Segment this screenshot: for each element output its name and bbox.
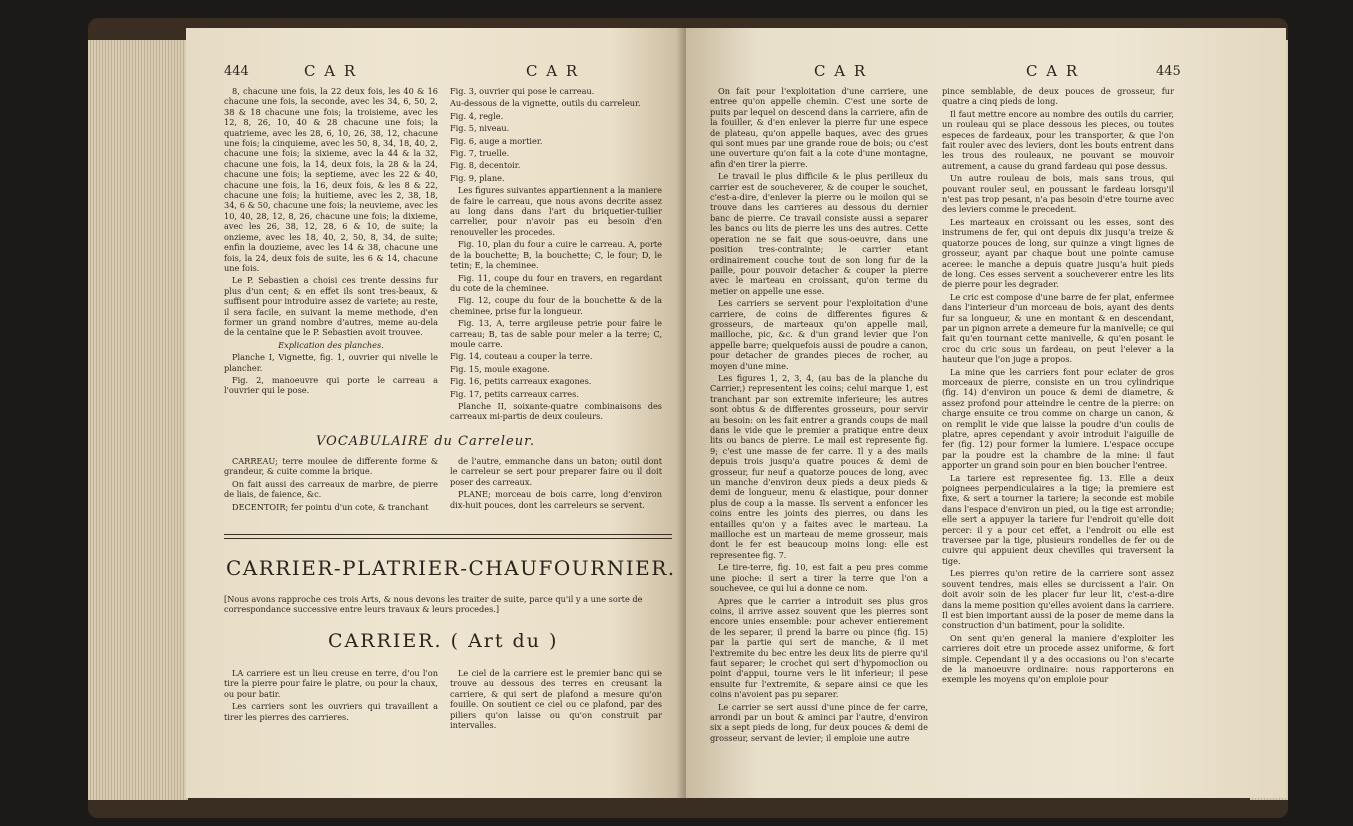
paragraph: Fig. 11, coupe du four en travers, en regardant du cote de la cheminee. [450, 272, 662, 293]
paragraph: Les carriers se servent pour l'exploitation d'une carriere, de coins de differentes figures & grosseurs, de marteaux qu'on appelle mail, mailloche, pic, &c. & d'un grand levier que l'on appelle barre; quelquefois aussi de poudre a canon, pour detacher de grandes pieces de rocher, au moyen d'une mine. [710, 298, 928, 371]
article-column-1 [224, 668, 438, 724]
vocabulary-title: VOCABULAIRE du Carreleur. [316, 434, 536, 449]
figure-caption: Fig. 15, moule exagone. [450, 363, 550, 374]
figure-caption: Fig. 7, truelle. [450, 148, 510, 159]
definition: On fait aussi des carreaux de marbre, de pierre de liais, de faience, &c. [224, 478, 438, 500]
paragraph: Les carriers sont les ouvriers qui travaillent a tirer les pierres des carrieres. [224, 701, 438, 722]
figure-caption: Au-dessous de la vignette, outils du carreleur. [450, 98, 641, 109]
paragraph: Les marteaux en croissant ou les esses, sont des instrumens de fer, qui ont depuis dix jusqu'a treize & quatorze pouces de long, sur quinze a vingt lignes de grosseur, ayant par chaque bout une pointe camuse aceree: le manche a depuis quatre jusqu'a huit pieds de long. Ces esses servent a soucheverer entre les lits de pierre pour les degrader. [942, 216, 1174, 290]
text-column-2 [450, 86, 662, 424]
subheading: Explication des planches. [278, 339, 384, 350]
paragraph: Le carrier se sert aussi d'une pince de fer carre, arrondi par un bout & aminci par l'autre, d'environ six a sept pieds de long, fur deux pouces & demi de grosseur, servant de levier; il emploie une autre [710, 701, 928, 743]
paragraph: Les figures suivantes appartiennent a la maniere de faire le carreau, que nous avons decrite assez au long dans dans l'art du briquetier-tuilier carrelier, pour n'avoir pas eu besoin d'en renouveller les procedes. [450, 185, 662, 237]
paragraph: La tariere est representee fig. 13. Elle a deux poignees perpendiculaires a la tige; la premiere est fixe, & sert a tourner la tariere; la seconde est mobile dans l'espace d'environ un pied, ou la tige est arrondie; elle sert a appuyer la tariere fur l'endroit qu'elle doit percer: il y a pour cet effet, a l'endroit ou elle est traversee par la tige, plusieurs rondelles de fer ou de cuivre qui appuient deux chevilles qui traversent la tige. [942, 472, 1174, 566]
definition: de l'autre, emmanche dans un baton; outil dont le carreleur se sert pour preparer faire ou il doit poser des carreaux. [450, 456, 662, 487]
figure-caption: Fig. 6, auge a mortier. [450, 135, 543, 146]
running-head: C A R [814, 62, 868, 80]
text-column-1 [224, 86, 438, 398]
right-page [686, 28, 1286, 798]
paragraph: Les pierres qu'on retire de la carriere sont assez souvent tendres, mais elles se durcissent a l'air. On doit avoir soin de les placer fur leur lit, c'est-a-dire dans la meme position qu'elles avoient dans la carriere. Il est bien important aussi de la poser de meme dans la construction d'un batiment, pour la solidite. [942, 568, 1174, 631]
paragraph: Le P. Sebastien a choisi ces trente dessins fur plus d'un cent; & en effet ils sont tres-beaux, & suffisent pour introduire assez de variete; au reste, il sera facile, en suivant la meme methode, d'en former un grand nombre d'autres, meme au-dela de la centaine que le P. Sebastien avoit trouvee. [224, 275, 438, 338]
paragraph: Le ciel de la carriere est le premier banc qui se trouve au dessous des terres en creusant la carriere, & qui sert de plafond a mesure qu'on fouille. On soutient ce ciel ou ce plafond, par des piliers qu'on laisse ou qu'on construit par intervalles. [450, 668, 662, 731]
left-page-edges [88, 40, 188, 800]
paragraph: Fig. 13, A, terre argileuse petrie pour faire le carreau; B, tas de sable pour meler a la terre; C, moule carre. [450, 318, 662, 349]
page-number: 444 [224, 64, 249, 79]
running-head: C A R [304, 62, 358, 80]
paragraph: On fait pour l'exploitation d'une carriere, une entree qu'on appelle chemin. C'est une sorte de puits par lequel on descend dans la carriere, afin de la fouiller, & d'en enlever la pierre fur une espece de plateau, qu'on appelle baques, avec des grues qui sont mues par une grande roue de bois; ou c'est une ouverture qu'on fait a la cote d'une montagne, afin d'en tirer la pierre. [710, 86, 928, 169]
paragraph: Le tire-terre, fig. 10, est fait a peu pres comme une pioche: il sert a tirer la terre que l'on a souchevee, ce qui lui a donne ce nom. [710, 562, 928, 594]
article-title: CARRIER. ( Art du ) [328, 630, 559, 652]
main-title: CARRIER-PLATRIER-CHAUFOURNIER. [226, 556, 676, 580]
paragraph: Les figures 1, 2, 3, 4, (au bas de la planche du Carrier,) representent les coins; celui marque 1, est tranchant par son extremite inferieure; les autres sont obtus & de differentes grosseurs, pour servir au besoin: on les fait entrer a grands coups de mail dans le vide que le premier a pratique entre deux lits ou bancs de pierre. Le mail est represente fig. 9; c'est une masse de fer carre. Il y a des mails depuis trois jusqu'a quatre pouces & demi de grosseur, fur neuf a quatorze pouces de long, avec un manche d'environ deux pieds a deux pieds & demi de longueur, menu & elastique, pour donner plus de coup a la masse. Ils servent a enfoncer les coins entre les joints des pierres, ou dans les entailles qu'on y a faites avec le marteau. La mailloche est un marteau de meme grosseur, mais dont le fer est beaucoup moins long: elle est representee fig. 7. [710, 372, 928, 560]
figure-caption: Fig. 5, niveau. [450, 123, 510, 134]
intro-note: [Nous avons rapproche ces trois Arts, & nous devons les traiter de suite, parce qu'il y a une sorte de correspondance successive entre leurs travaux & leurs procedes.] [224, 594, 643, 615]
vocabulary-column-1 [224, 456, 438, 514]
paragraph: 8, chacune une fois, la 22 deux fois, les 40 & 16 chacune une fois, la seconde, avec les 34, 6, 50, 2, 38 & 18 chacune une fois; la troisieme, avec les 12, 8, 26, 10, 40 & 28 chacune une fois; la quatrieme, avec les 28, 6, 10, 26, 38, 12, chacune une fois; la cinquieme, avec les 50, 8, 34, 18, 40, 2, chacune une fois; la sixieme, avec la 44 & la 32, chacune une fois, la 14, deux fois, la 28 & la 24, chacune une fois; la septieme, avec les 22 & 40, chacune une fois, la 16, deux fois, & les 8 & 22, chacune une fois; la huitieme, avec les 2, 38, 18, 34, 6 & 50, chacune une fois; la neuvieme, avec les 10, 40, 28, 12, 8, 26, chacune une fois; la dixieme, avec les 26, 38, 12, 28, 6 & 10, de suite; la onzieme, avec les 18, 40, 2, 50, 8, 34, de suite; enfin la douzieme, avec les 14 & 38, chacune une fois, la 24, deux fois de suite, les 6 & 14, chacune une fois. [224, 86, 438, 273]
definition: PLANE; morceau de bois carre, long d'environ dix-huit pouces, dont les carreleurs se servent. [450, 489, 662, 510]
running-head: C A R [1026, 62, 1080, 80]
figure-caption: Fig. 9, plane. [450, 172, 505, 183]
figure-caption: Fig. 14, couteau a couper la terre. [450, 351, 593, 362]
definition: CARREAU; terre moulee de differente forme & grandeur, & cuite comme la brique. [224, 456, 438, 477]
article-column-2 [450, 668, 662, 732]
paragraph: LA carriere est un lieu creuse en terre, d'ou l'on tire la pierre pour faire le platre, ou pour la chaux, ou pour batir. [224, 668, 438, 699]
text-column-2 [942, 86, 1174, 687]
text-column-1 [710, 86, 928, 745]
paragraph: Planche II, soixante-quatre combinaisons des carreaux mi-partis de deux couleurs. [450, 400, 662, 422]
definition: DECENTOIR; fer pointu d'un cote, & tranchant [232, 501, 429, 512]
figure-caption: Fig. 16, petits carreaux exagones. [450, 376, 592, 387]
paragraph: Le travail le plus difficile & le plus perilleux du carrier est de soucheverer, & de couper le souchet, c'est-a-dire, d'enlever la pierre ou le moilon qui se trouve dans les carrieres au dessous du dernier banc de pierre. Ce travail consiste aussi a separer les bancs ou lits de pierre les uns des autres. Cette operation ne se fait que sous-oeuvre, dans une position tres-contrainte; le carrier etant ordinairement couche tout de son long fur de la paille, pour pouvoir detacher & couper la pierre avec le marteau en croissant, qu'on terme du metier on appelle une esse. [710, 171, 928, 296]
figure-caption: Fig. 17, petits carreaux carres. [450, 388, 579, 399]
paragraph: Apres que le carrier a introduit ses plus gros coins, il arrive assez souvent que les pierres sont encore unies ensemble: pour achever entierement de les separer, il prend la barre ou pince (fig. 15) par la partie qui sert de manche, & il met l'extremite du bec entre les deux lits de pierre qu'il faut separer; le crochet qui sert d'hypomoclion ou point d'appui, tourne vers le lit inferieur; il pese ensuite fur l'extremite, & separe ainsi ce que les coins n'avoient pas pu separer. [710, 595, 928, 700]
paragraph: pince semblable, de deux pouces de grosseur, fur quatre a cinq pieds de long. [942, 86, 1174, 107]
paragraph: La mine que les carriers font pour eclater de gros morceaux de pierre, consiste en un trou cylindrique (fig. 14) d'environ un pouce & demi de diametre, & assez profond pour atteindre le centre de la pierre: on charge ensuite ce trou comme on charge un canon, & on remplit le vide que laisse la poudre d'un coulis de platre, apres cependant y avoir introduit l'aiguille de fer (fig. 12) pour former la lumiere. L'espace occupe par la poudre est la chambre de la mine: il faut apporter un grand soin pour en bien boucher l'entree. [942, 366, 1174, 471]
paragraph: On sent qu'en general la maniere d'exploiter les carrieres doit etre un procede assez uniforme, & fort simple. Cependant il y a des occasions ou l'on s'ecarte de la manoeuvre ordinaire: nous rapporterons en exemple les moyens qu'on emploie pour [942, 632, 1174, 685]
left-page [186, 28, 686, 798]
figure-caption: Fig. 4, regle. [450, 110, 504, 121]
page-number: 445 [1156, 64, 1181, 79]
paragraph: Fig. 12, coupe du four de la bouchette & de la cheminee, prise fur la longueur. [450, 295, 662, 316]
paragraph: Le cric est compose d'une barre de fer plat, enfermee dans l'interieur d'un morceau de bois, ayant des dents fur sa longueur, & une en montant & en descendant, par un pignon arrete a demeure fur la manivelle; ce qui fait qu'en tournant cette manivelle, & qu'en posant le croc du cric sous un fardeau, on peut l'elever a la hauteur que l'on juge a propos. [942, 291, 1174, 365]
figure-caption: Fig. 8, decentoir. [450, 160, 521, 171]
paragraph: Fig. 2, manoeuvre qui porte le carreau a l'ouvrier qui le pose. [224, 374, 438, 396]
section-divider [224, 534, 672, 539]
vocabulary-column-2 [450, 456, 662, 512]
paragraph: Planche I, Vignette, fig. 1, ouvrier qui nivelle le plancher. [224, 352, 438, 373]
figure-caption: Fig. 3, ouvrier qui pose le carreau. [450, 86, 595, 96]
paragraph: Il faut mettre encore au nombre des outils du carrier, un rouleau qui se place dessous les pieces, ou toutes especes de fardeaux, pour les transporter, & que l'on fait rouler avec des leviers, dont les bouts entrent dans les trous des rouleaux, ne pouvant se mouvoir autrement, a cause du grand fardeau qui pose dessus. [942, 108, 1174, 171]
paragraph: Un autre rouleau de bois, mais sans trous, qui pouvant rouler seul, en poussant le fardeau lorsqu'il n'est pas trop pesant, n'a pas besoin d'etre tourne avec des leviers comme le precedent. [942, 173, 1174, 215]
paragraph: Fig. 10, plan du four a cuire le carreau. A, porte de la bouchette; B, la bouchette; C, le four; D, le tetin; E, la cheminee. [450, 239, 662, 271]
running-head: C A R [526, 62, 580, 80]
